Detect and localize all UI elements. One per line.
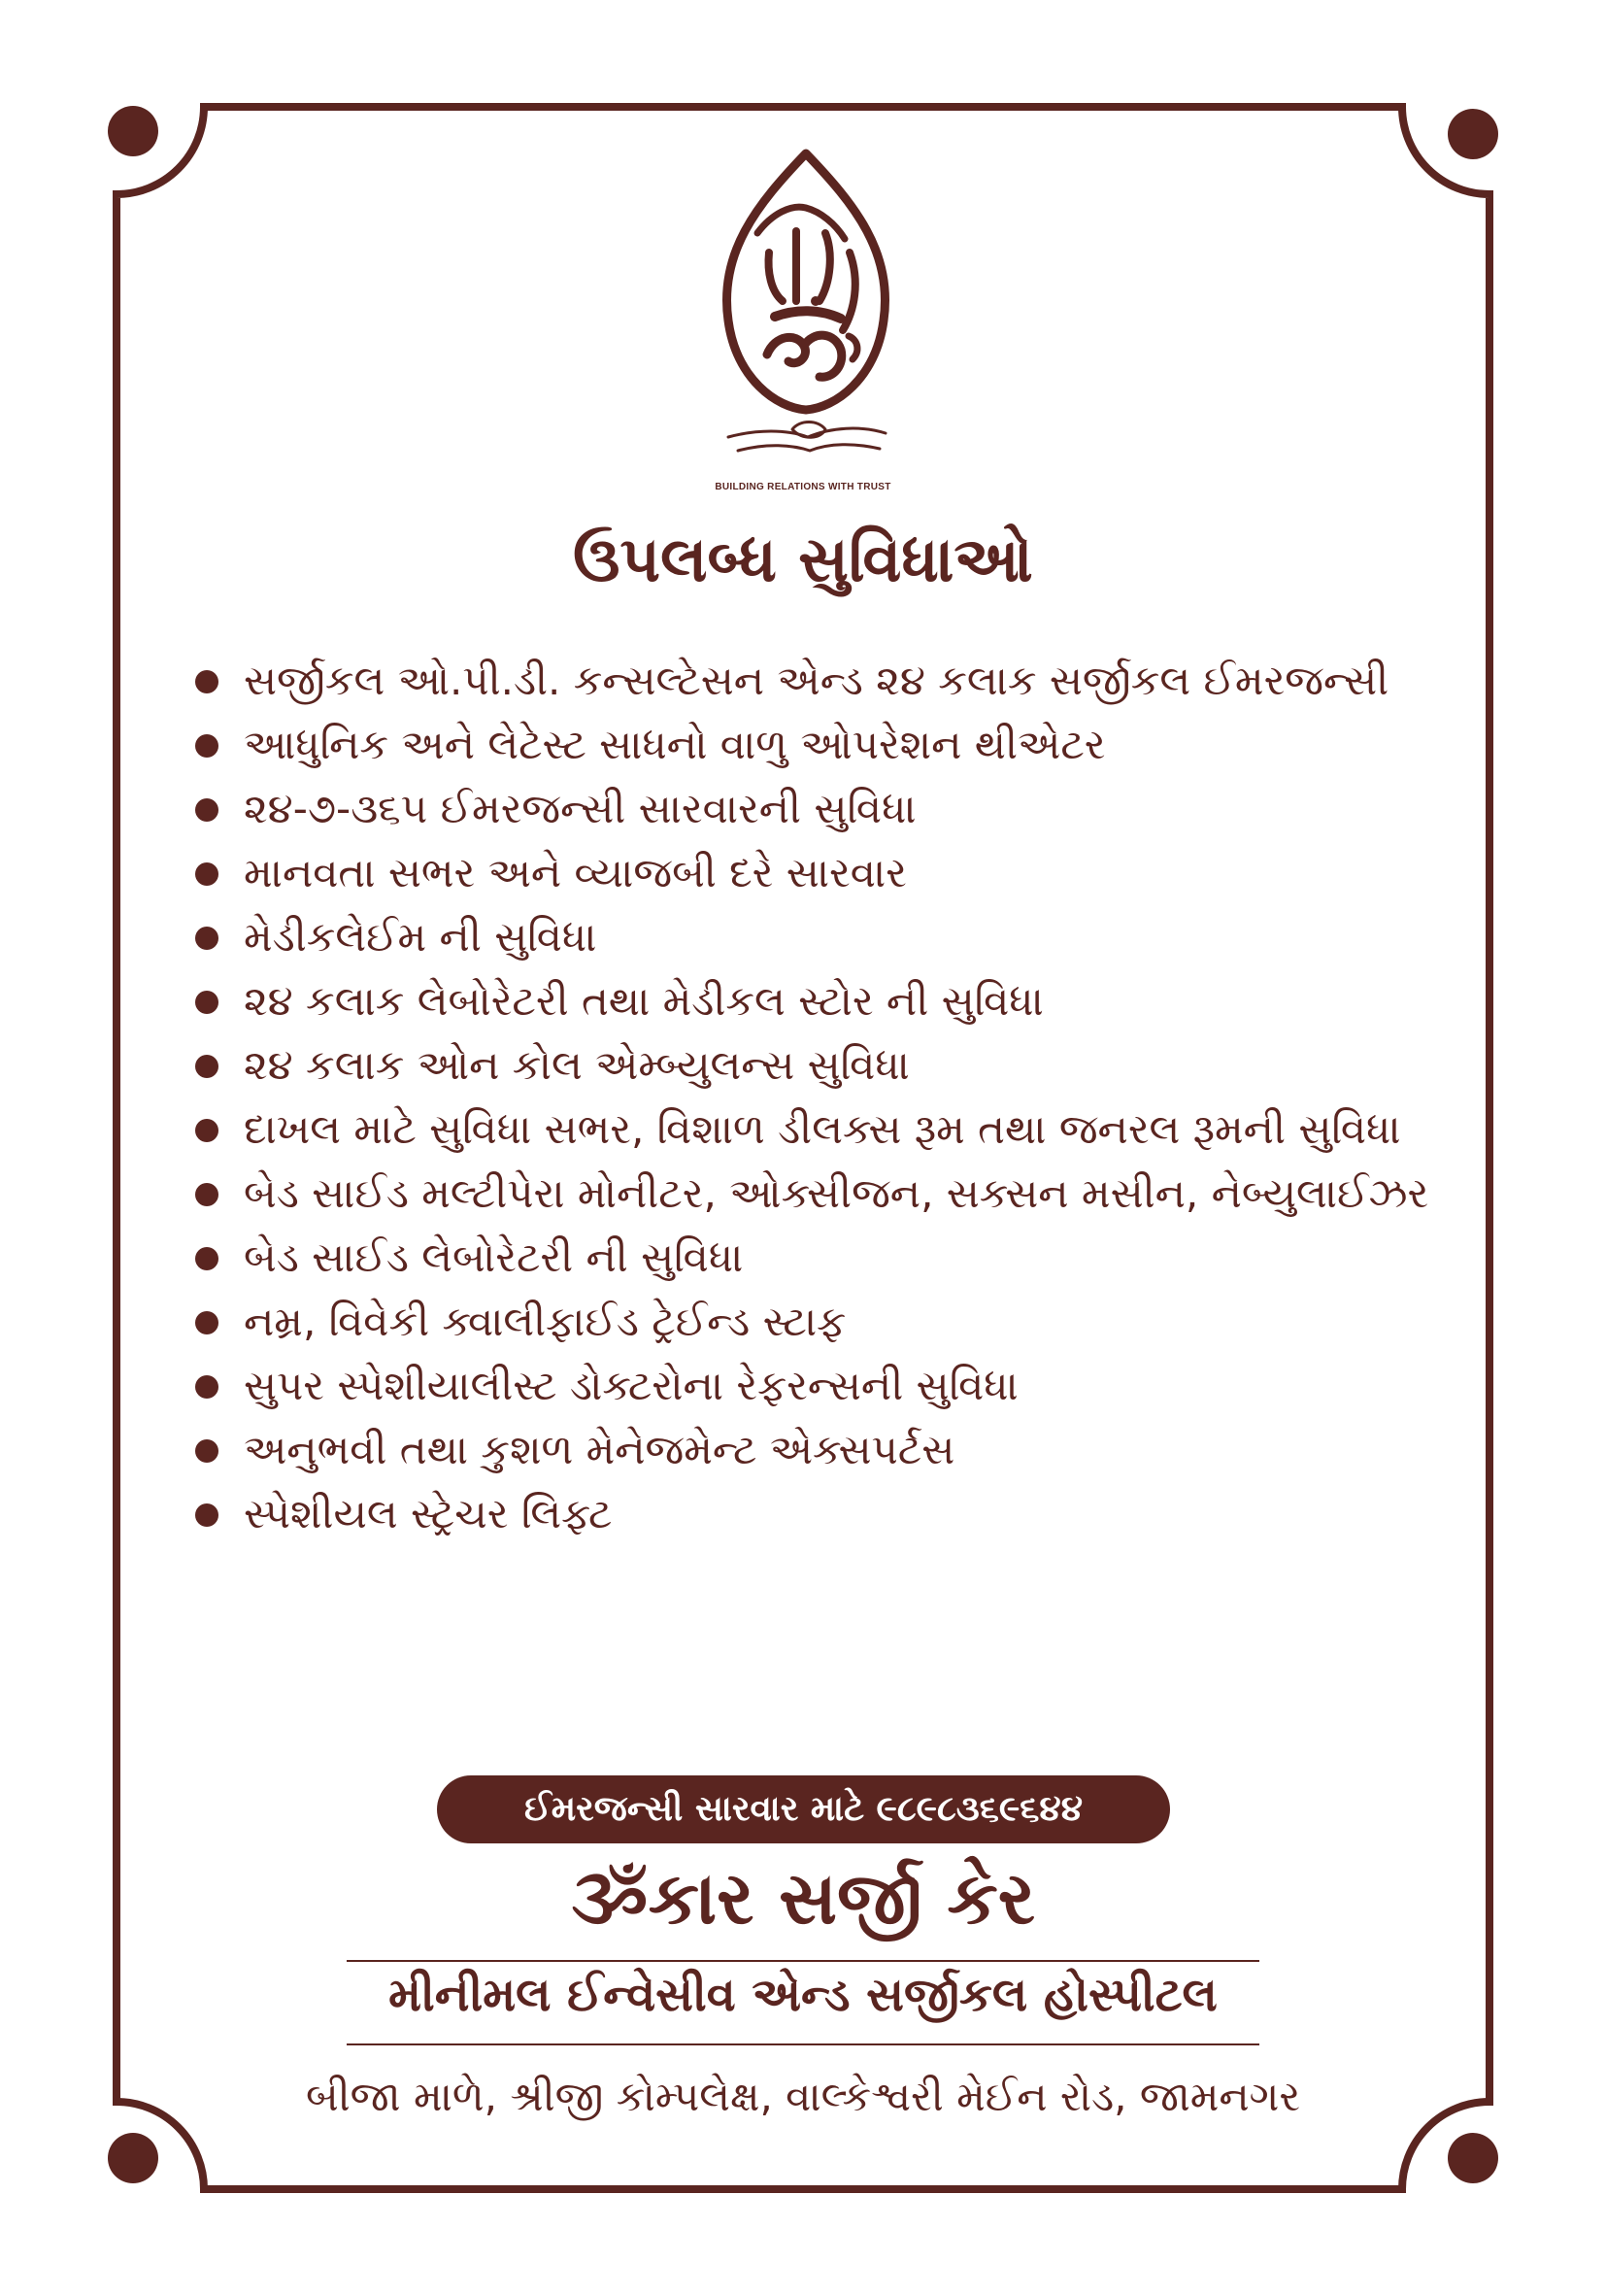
hospital-name: ૐકાર સર્જી કેર [570, 1857, 1036, 1941]
bullet-icon [195, 734, 218, 758]
list-item [189, 1097, 1442, 1162]
hospital-subtitle: મીનીમલ ઈન્વેસીવ એન્ડ સર્જીકલ હોસ્પીટલ [388, 1968, 1218, 2022]
bullet-icon [195, 1247, 218, 1270]
list-item-text: દાખલ માટે સુવિધા સભર, વિશાળ ડીલક્સ રૂમ તથા જનરલ રૂમની સુવિધા [244, 1105, 1401, 1153]
list-item-text: બેડ સાઈડ લેબોરેટરી ની સુવિધા [244, 1233, 744, 1281]
list-item [189, 1033, 1442, 1097]
list-item [189, 1482, 1442, 1546]
bullet-icon [195, 927, 218, 950]
list-item [189, 1418, 1442, 1482]
bullet-icon [195, 862, 218, 886]
list-item [189, 1290, 1442, 1354]
bullet-icon [195, 1119, 218, 1142]
hospital-address: બીજા માળે, શ્રીજી કોમ્પલેક્ષ, વાલ્કેશ્વરી મેઈન રોડ, જામનગર [305, 2073, 1301, 2120]
bullet-icon [195, 1183, 218, 1206]
list-item [189, 969, 1442, 1033]
emergency-contact-badge: ઈમરજન્સી સારવાર માટે ૯૮૯૮૩૬૯૬૪૪ [437, 1775, 1170, 1843]
bullet-icon [195, 1375, 218, 1399]
corner-dot-top-right [1448, 109, 1498, 159]
list-item [189, 777, 1442, 841]
list-item-text: આધુનિક અને લેટેસ્ટ સાધનો વાળુ ઓપરેશન થીએટર [244, 721, 1106, 768]
list-item-text: ૨૪ કલાક લેબોરેટરી તથા મેડીકલ સ્ટોર ની સુવિધા [244, 977, 1044, 1025]
list-item [189, 649, 1442, 713]
corner-dot-bottom-left [108, 2133, 158, 2183]
list-item-text: માનવતા સભર અને વ્યાજબી દરે સારવાર [244, 849, 907, 896]
list-item [189, 1354, 1442, 1418]
list-item [189, 905, 1442, 969]
bullet-icon [195, 1311, 218, 1334]
corner-dot-top-left [108, 106, 158, 156]
bullet-icon [195, 991, 218, 1014]
facilities-heading: ઉપલબ્ધ સુવિધાઓ [573, 524, 1033, 596]
list-item-text: અનુભવી તથા કુશળ મેનેજમેન્ટ એક્સપર્ટસ [244, 1426, 955, 1473]
corner-dot-bottom-right [1448, 2133, 1498, 2183]
list-item-text: સર્જીકલ ઓ.પી.ડી. કન્સલ્ટેસન એન્ડ ૨૪ કલાક સર્જીકલ ઈમરજન્સી [244, 657, 1389, 704]
bullet-icon [195, 1503, 218, 1527]
om-hands-logo-icon [699, 146, 913, 476]
logo-tagline: BUILDING RELATIONS WITH TRUST [715, 482, 891, 492]
list-item-text: સ્પેશીયલ સ્ટ્રેચર લિફ્ટ [244, 1490, 613, 1537]
list-item-text: નમ્ર, વિવેકી ક્વાલીફાઈડ ટ્રેઈન્ડ સ્ટાફ [244, 1298, 847, 1345]
divider-top [347, 1960, 1259, 1962]
list-item-text: ૨૪ કલાક ઓન કોલ એમ્બ્યુલન્સ સુવિધા [244, 1041, 910, 1089]
list-item [189, 841, 1442, 905]
list-item [189, 1226, 1442, 1290]
list-item [189, 1162, 1442, 1226]
list-item-text: બેડ સાઈડ મલ્ટીપેરા મોનીટર, ઓક્સીજન, સક્સન મસીન, નેબ્યુલાઈઝર [244, 1169, 1429, 1217]
divider-bottom [347, 2043, 1259, 2045]
list-item [189, 713, 1442, 777]
list-item-text: સુપર સ્પેશીયાલીસ્ટ ડોક્ટરોના રેફરન્સની સુવિધા [244, 1362, 1019, 1409]
bullet-icon [195, 1055, 218, 1078]
bullet-icon [195, 1439, 218, 1463]
facilities-list [189, 649, 1442, 1546]
list-item-text: ૨૪-૭-૩૬૫ ઈમરજન્સી સારવારની સુવિધા [244, 785, 917, 832]
list-item-text: મેડીકલેઈમ ની સુવિધા [244, 913, 597, 961]
bullet-icon [195, 798, 218, 822]
bullet-icon [195, 670, 218, 693]
